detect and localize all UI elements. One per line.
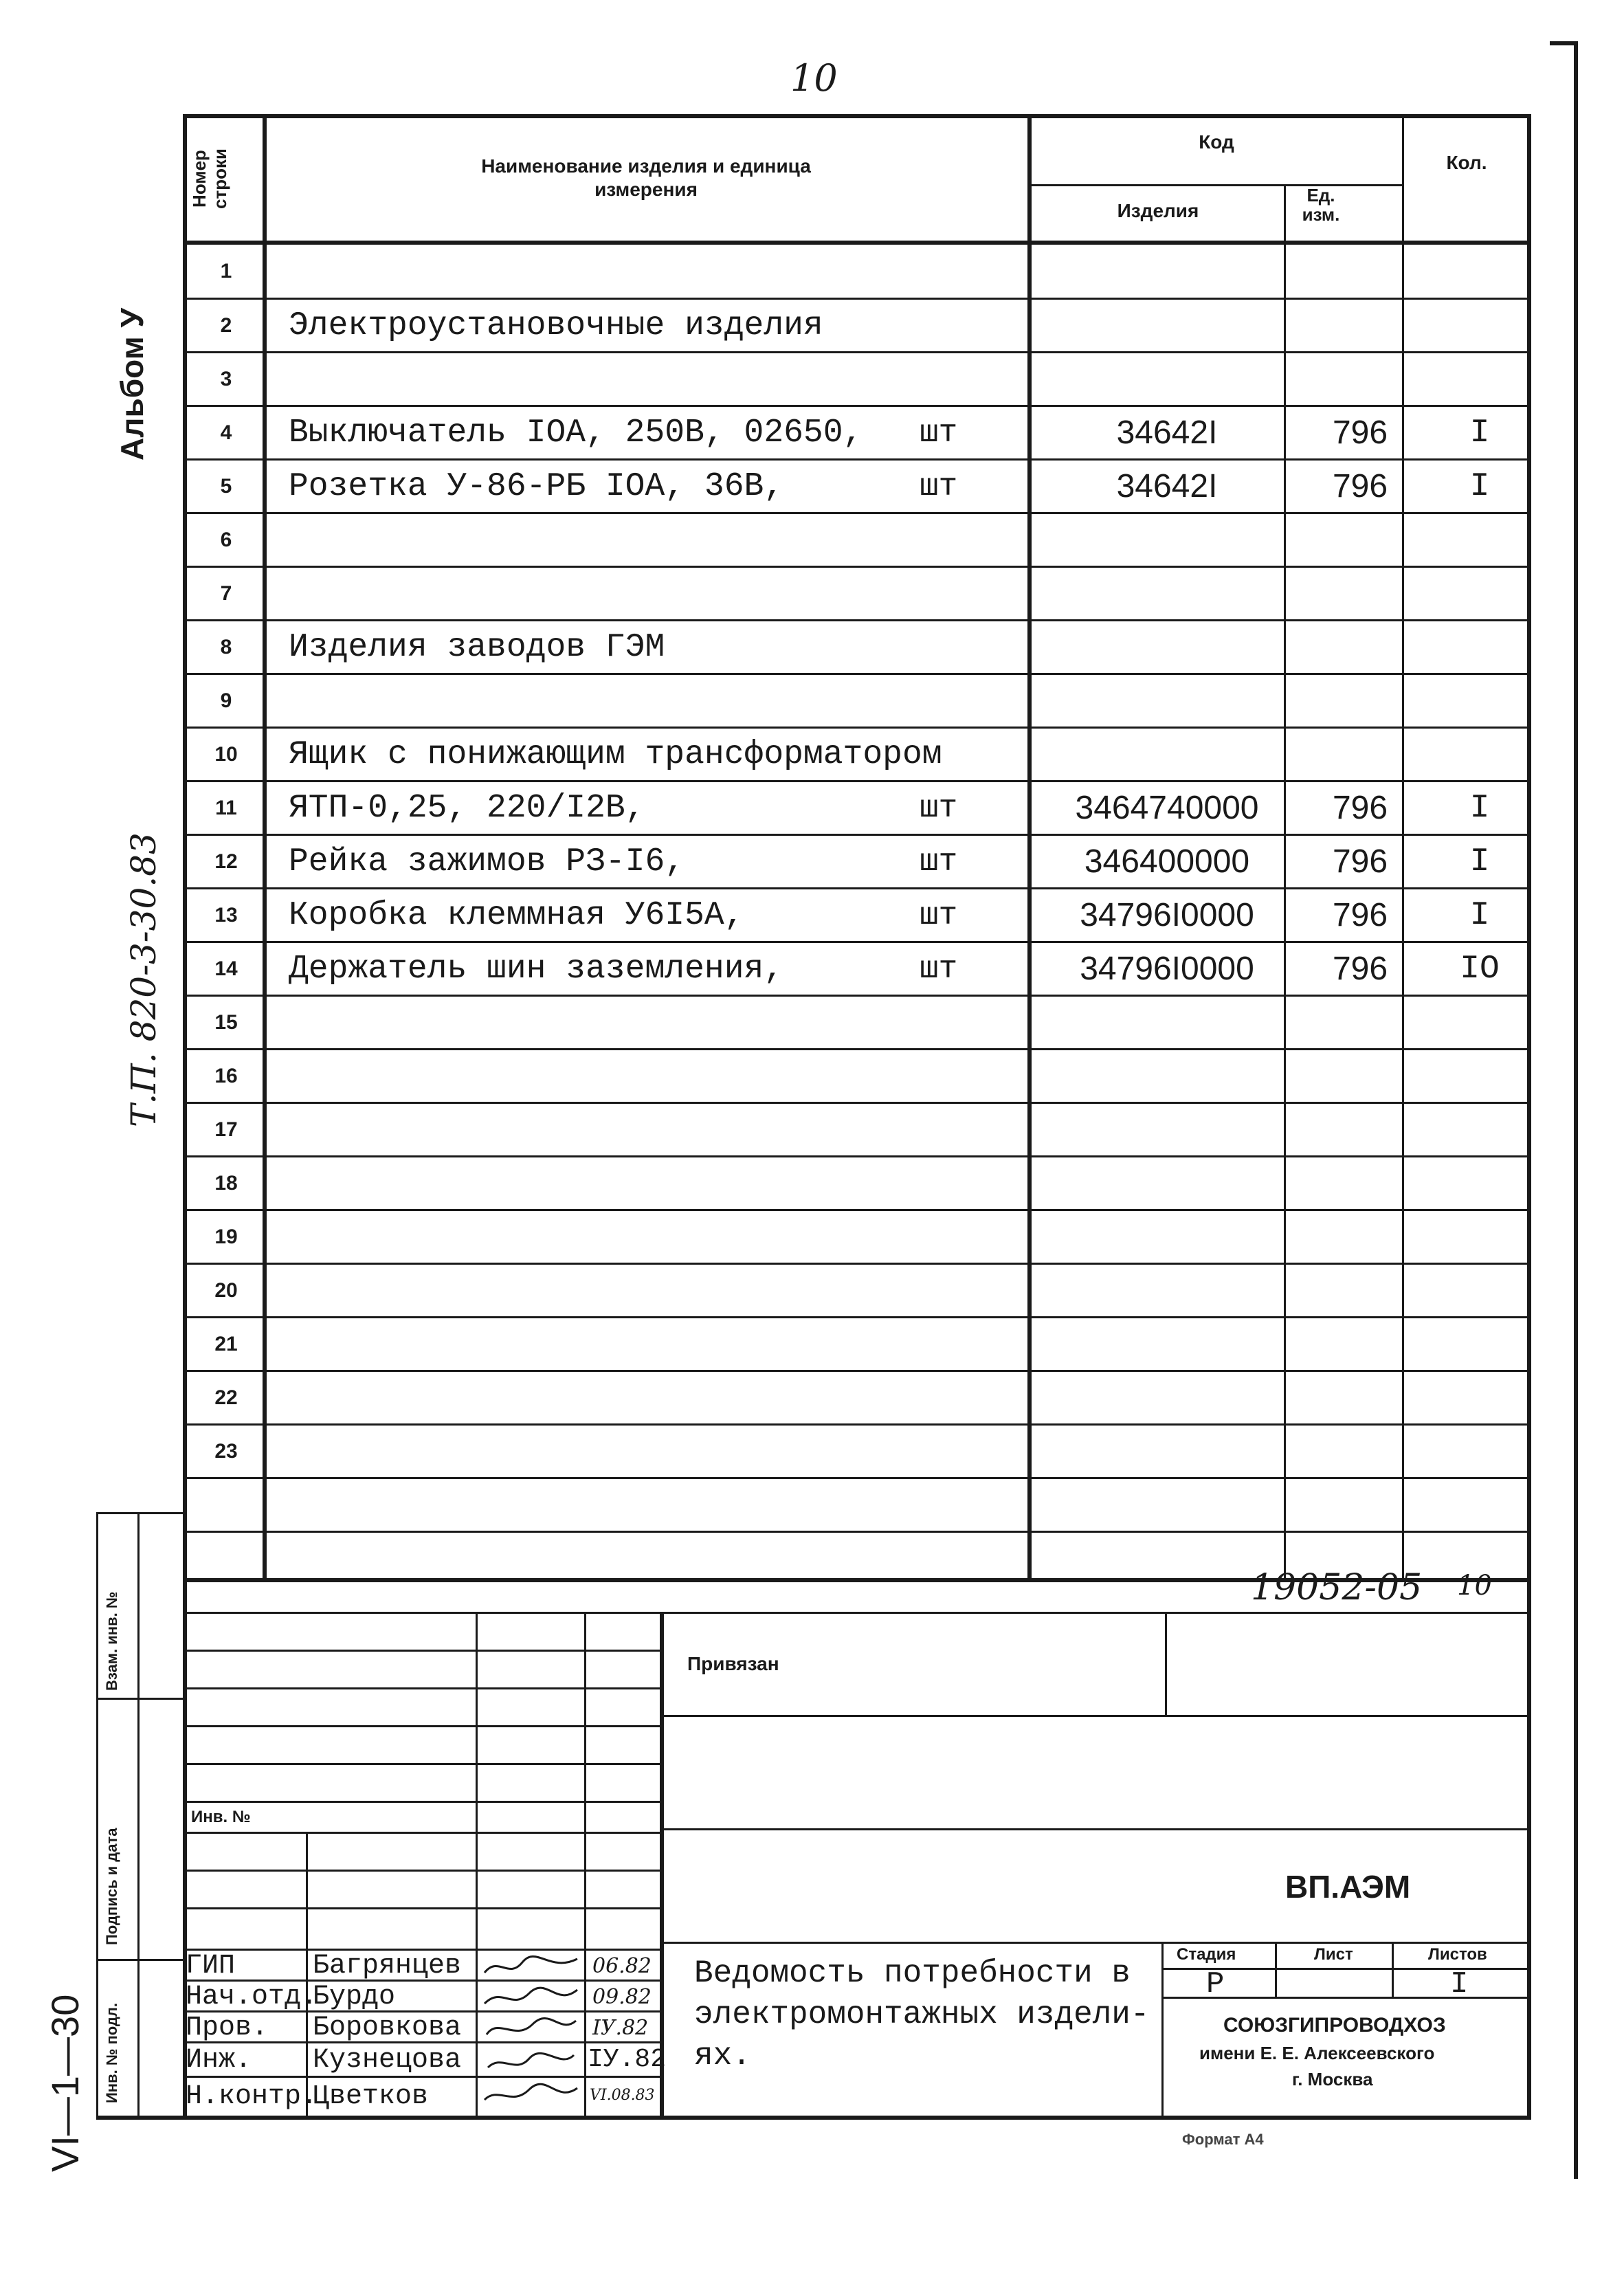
row-number: 19 bbox=[214, 1225, 238, 1248]
row-number: 23 bbox=[214, 1439, 238, 1463]
table-row bbox=[186, 1050, 1528, 1102]
signature-date: IУ.82 bbox=[588, 2045, 667, 2074]
table-row bbox=[186, 1265, 1528, 1316]
table-row bbox=[186, 621, 1528, 673]
item-qty bbox=[1421, 514, 1538, 566]
sheet-header: Лист bbox=[1314, 1945, 1353, 1964]
table-row bbox=[186, 1157, 1528, 1209]
item-qty bbox=[1421, 997, 1538, 1048]
item-name bbox=[289, 353, 907, 405]
row-number: 20 bbox=[214, 1278, 238, 1302]
page-number: 10 bbox=[790, 56, 838, 100]
margin-inv-orig: Инв. № подл. bbox=[103, 2003, 120, 2103]
row-number: 11 bbox=[215, 796, 237, 819]
row-number: 1 bbox=[220, 259, 232, 282]
signature-name: Багрянцев bbox=[313, 1951, 462, 1982]
item-name: Изделия заводов ГЭМ bbox=[289, 628, 665, 666]
item-name bbox=[289, 245, 907, 298]
table-row bbox=[186, 997, 1528, 1048]
item-unit bbox=[920, 1372, 1002, 1423]
row-number: 8 bbox=[220, 635, 232, 658]
table-row bbox=[186, 1211, 1528, 1263]
table-row bbox=[186, 407, 1528, 458]
item-code bbox=[1047, 568, 1287, 619]
item-qty: I bbox=[1469, 414, 1490, 452]
signature-name: Кузнецова bbox=[313, 2045, 462, 2076]
item-qty: I bbox=[1469, 896, 1490, 934]
item-unit bbox=[920, 675, 1002, 727]
unit-code bbox=[1302, 353, 1419, 405]
unit-code bbox=[1302, 245, 1419, 298]
margin-replace-inv: Взам. инв. № bbox=[103, 1591, 120, 1691]
item-code: 34642I bbox=[1116, 414, 1218, 451]
item-name: Выключатель IOA, 250B, 02650, bbox=[289, 414, 863, 452]
item-code bbox=[1047, 1157, 1287, 1209]
item-code bbox=[1047, 1265, 1287, 1316]
unit-code bbox=[1302, 997, 1419, 1048]
signature-date: IУ.82 bbox=[592, 2016, 649, 2040]
unit-code bbox=[1302, 514, 1419, 566]
row-number: 2 bbox=[220, 313, 232, 337]
table-row bbox=[186, 943, 1528, 995]
unit-code: 796 bbox=[1332, 897, 1388, 933]
item-qty: I bbox=[1469, 467, 1490, 505]
unit-code: 796 bbox=[1332, 843, 1388, 880]
item-unit bbox=[920, 568, 1002, 619]
item-name bbox=[289, 1211, 907, 1263]
table-row bbox=[186, 353, 1528, 405]
item-qty bbox=[1421, 568, 1538, 619]
item-code: 3464740000 bbox=[1075, 790, 1259, 826]
item-unit: шт bbox=[920, 897, 958, 933]
item-qty bbox=[1421, 353, 1538, 405]
unit-code bbox=[1302, 675, 1419, 727]
item-name: ЯТП-0,25, 220/I2B, bbox=[289, 789, 645, 827]
item-code bbox=[1047, 514, 1287, 566]
signature-name: Боровкова bbox=[313, 2013, 462, 2043]
item-code bbox=[1047, 621, 1287, 673]
signature-role: ГИП bbox=[186, 1951, 236, 1982]
row-number: 9 bbox=[220, 689, 232, 712]
item-code: 346400000 bbox=[1084, 843, 1250, 880]
item-qty: IO bbox=[1460, 950, 1500, 988]
table-row bbox=[186, 300, 1528, 351]
doc-number-sheet: 10 bbox=[1457, 1570, 1492, 1601]
item-code bbox=[1047, 997, 1287, 1048]
item-name: Электроустановочные изделия bbox=[289, 307, 823, 344]
signature-name: Бурдо bbox=[313, 1982, 396, 2013]
item-unit bbox=[920, 1050, 1002, 1102]
item-qty bbox=[1421, 245, 1538, 298]
unit-code bbox=[1302, 1318, 1419, 1370]
row-number: 22 bbox=[214, 1386, 238, 1409]
item-code: 34796I0000 bbox=[1080, 951, 1254, 987]
item-unit: шт bbox=[920, 790, 958, 826]
item-unit bbox=[920, 514, 1002, 566]
item-code bbox=[1047, 1211, 1287, 1263]
item-name: Розетка У-86-РБ IOA, 36B, bbox=[289, 467, 784, 505]
unit-code bbox=[1302, 300, 1419, 351]
item-name: Коробка клеммная У6I5А, bbox=[289, 896, 744, 934]
organization-city: г. Москва bbox=[1292, 2069, 1373, 2089]
item-name bbox=[289, 514, 907, 566]
table-row bbox=[186, 1372, 1528, 1423]
header-name: Наименование изделия и единица измерения bbox=[481, 155, 811, 200]
item-code bbox=[1047, 729, 1287, 780]
signature-date: 06.82 bbox=[592, 1954, 652, 1978]
unit-code bbox=[1302, 1050, 1419, 1102]
header-code-item: Изделия bbox=[1117, 200, 1199, 221]
item-unit bbox=[920, 1104, 1002, 1155]
unit-code bbox=[1302, 1157, 1419, 1209]
row-number: 21 bbox=[214, 1332, 238, 1355]
unit-code: 796 bbox=[1332, 790, 1388, 826]
table-row bbox=[186, 729, 1528, 780]
doc-number: 19052-05 bbox=[1251, 1567, 1423, 1608]
item-code: 34642I bbox=[1116, 468, 1218, 505]
item-name bbox=[289, 1050, 907, 1102]
item-name bbox=[289, 997, 907, 1048]
page-edge-mark bbox=[1574, 41, 1578, 2179]
row-number: 12 bbox=[214, 850, 238, 873]
item-qty bbox=[1421, 1318, 1538, 1370]
header-qty: Кол. bbox=[1446, 152, 1487, 173]
unit-code: 796 bbox=[1332, 468, 1388, 505]
organization-name: СОЮЗГИПРОВОДХОЗ bbox=[1223, 2014, 1446, 2037]
item-unit bbox=[920, 1211, 1002, 1263]
row-number: 3 bbox=[220, 367, 232, 390]
table-row bbox=[186, 1318, 1528, 1370]
item-code: 34796I0000 bbox=[1080, 897, 1254, 933]
table-row bbox=[186, 782, 1528, 834]
item-unit: шт bbox=[920, 951, 958, 987]
project-code: Т.П. 820-3-30.83 bbox=[124, 832, 164, 1127]
item-unit bbox=[920, 1157, 1002, 1209]
item-unit bbox=[920, 621, 1002, 673]
table-row bbox=[186, 461, 1528, 512]
item-name bbox=[289, 1372, 907, 1423]
item-code bbox=[1047, 1372, 1287, 1423]
item-name bbox=[289, 1157, 907, 1209]
row-number: 4 bbox=[220, 421, 232, 444]
item-unit bbox=[920, 1318, 1002, 1370]
unit-code bbox=[1302, 568, 1419, 619]
signature-name: Цветков bbox=[313, 2081, 429, 2112]
table-row bbox=[186, 889, 1528, 941]
item-name: Ящик с понижающим трансформатором bbox=[289, 735, 942, 773]
signature-date: 09.82 bbox=[592, 1985, 652, 2009]
item-name bbox=[289, 1104, 907, 1155]
row-number: 7 bbox=[220, 581, 232, 605]
unit-code bbox=[1302, 1265, 1419, 1316]
item-unit bbox=[920, 245, 1002, 298]
unit-code bbox=[1302, 1104, 1419, 1155]
item-name bbox=[289, 1318, 907, 1370]
table-row bbox=[186, 568, 1528, 619]
item-unit bbox=[920, 997, 1002, 1048]
doc-title-line-3: ях. bbox=[694, 2038, 751, 2074]
header-code-unit: Ед. изм. bbox=[1302, 185, 1340, 225]
row-number: 16 bbox=[214, 1064, 238, 1087]
row-number: 10 bbox=[214, 742, 238, 766]
page-edge-mark-top bbox=[1550, 41, 1577, 45]
item-name bbox=[289, 1265, 907, 1316]
sheet-code: VI—1—30 bbox=[43, 1994, 87, 2172]
item-name: Держатель шин заземления, bbox=[289, 950, 784, 988]
doc-designation: ВП.АЭМ bbox=[1285, 1869, 1411, 1905]
unit-code bbox=[1302, 1211, 1419, 1263]
table-row bbox=[186, 514, 1528, 566]
row-number: 17 bbox=[214, 1118, 238, 1141]
item-unit: шт bbox=[920, 468, 958, 505]
item-code bbox=[1047, 353, 1287, 405]
attached-label: Привязан bbox=[687, 1653, 779, 1674]
signature-role: Инж. bbox=[186, 2045, 252, 2076]
item-qty bbox=[1421, 1157, 1538, 1209]
item-unit: шт bbox=[920, 843, 958, 880]
format-label: Формат А4 bbox=[1182, 2131, 1264, 2148]
organization-subtitle: имени Е. Е. Алексеевского bbox=[1199, 2043, 1435, 2063]
sheets-value: I bbox=[1450, 1967, 1469, 2002]
item-qty: I bbox=[1469, 843, 1490, 880]
unit-code: 796 bbox=[1332, 414, 1388, 451]
item-qty bbox=[1421, 1211, 1538, 1263]
row-number: 18 bbox=[214, 1171, 238, 1195]
item-qty bbox=[1421, 1050, 1538, 1102]
header-row-no: Номер строки bbox=[189, 148, 230, 209]
unit-code: 796 bbox=[1332, 951, 1388, 987]
signature-date: VI.08.83 bbox=[590, 2087, 655, 2104]
item-code bbox=[1047, 675, 1287, 727]
item-name bbox=[289, 675, 907, 727]
item-code bbox=[1047, 245, 1287, 298]
table-row bbox=[186, 836, 1528, 887]
stage-header: Стадия bbox=[1177, 1945, 1236, 1964]
unit-code bbox=[1302, 729, 1419, 780]
unit-code bbox=[1302, 1426, 1419, 1477]
table-row bbox=[186, 675, 1528, 727]
item-qty bbox=[1421, 675, 1538, 727]
item-name: Рейка зажимов РЗ-I6, bbox=[289, 843, 685, 880]
item-unit: шт bbox=[920, 414, 958, 451]
signature-role: Пров. bbox=[186, 2013, 269, 2043]
row-number: 13 bbox=[214, 903, 238, 927]
row-number: 5 bbox=[220, 474, 232, 498]
table-row bbox=[186, 1426, 1528, 1477]
row-number: 6 bbox=[220, 528, 232, 551]
item-unit bbox=[920, 1426, 1002, 1477]
item-name bbox=[289, 568, 907, 619]
doc-title-line-1: Ведомость потребности в bbox=[694, 1955, 1131, 1991]
item-qty bbox=[1421, 621, 1538, 673]
signature-role: Нач.отд. bbox=[186, 1982, 318, 2013]
item-code bbox=[1047, 1426, 1287, 1477]
table-row bbox=[186, 1104, 1528, 1155]
stage-value: Р bbox=[1206, 1967, 1225, 2002]
item-qty bbox=[1421, 1104, 1538, 1155]
unit-code bbox=[1302, 621, 1419, 673]
item-name bbox=[289, 1426, 907, 1477]
album-label: Альбом У bbox=[114, 307, 150, 461]
sheets-header: Листов bbox=[1428, 1945, 1487, 1964]
item-unit bbox=[920, 300, 1002, 351]
item-qty bbox=[1421, 1265, 1538, 1316]
item-unit bbox=[920, 1265, 1002, 1316]
item-code bbox=[1047, 1050, 1287, 1102]
doc-title-line-2: электромонтажных издели- bbox=[694, 1997, 1150, 2032]
item-qty bbox=[1421, 1426, 1538, 1477]
item-unit bbox=[920, 353, 1002, 405]
margin-sign-date: Подпись и дата bbox=[103, 1828, 120, 1945]
signature-scribble bbox=[481, 1952, 584, 2110]
item-code bbox=[1047, 300, 1287, 351]
inv-label: Инв. № bbox=[191, 1808, 251, 1826]
item-qty bbox=[1421, 729, 1538, 780]
item-qty bbox=[1421, 300, 1538, 351]
signature-role: Н.контр. bbox=[186, 2081, 318, 2112]
row-number: 15 bbox=[214, 1010, 238, 1034]
header-code: Код bbox=[1199, 131, 1234, 153]
table-row bbox=[186, 245, 1528, 298]
item-code bbox=[1047, 1104, 1287, 1155]
row-number: 14 bbox=[214, 957, 238, 980]
unit-code bbox=[1302, 1372, 1419, 1423]
item-qty: I bbox=[1469, 789, 1490, 827]
item-qty bbox=[1421, 1372, 1538, 1423]
item-unit bbox=[920, 729, 1002, 780]
item-code bbox=[1047, 1318, 1287, 1370]
